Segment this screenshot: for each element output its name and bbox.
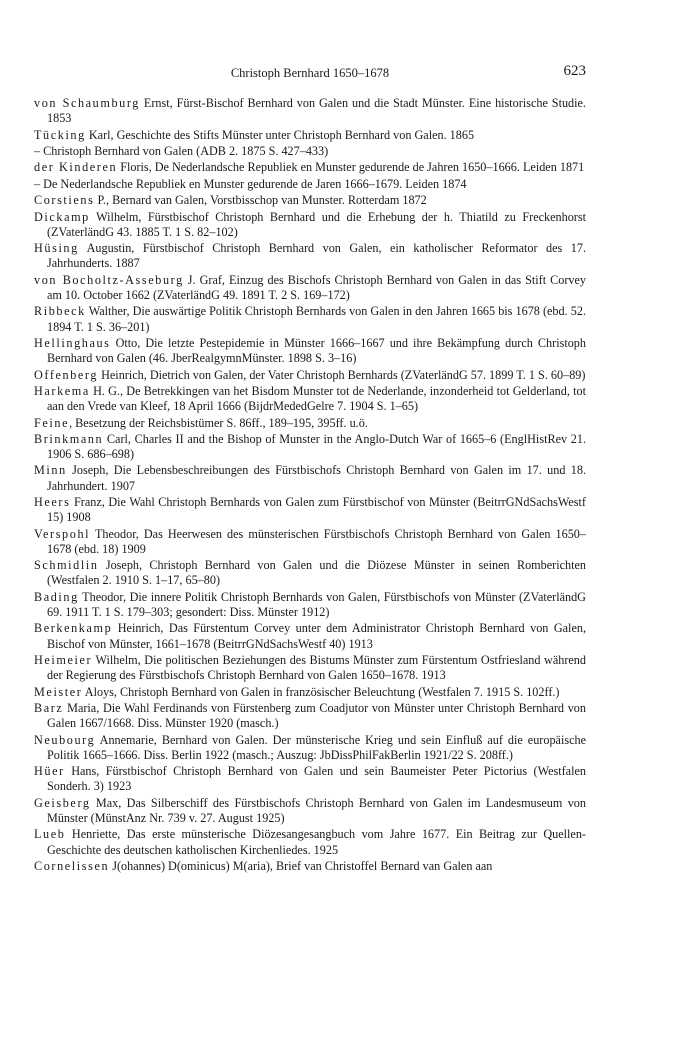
- bibliography-entry: [34, 368, 586, 383]
- page-number: 623: [563, 63, 586, 79]
- entry-author: Hellinghaus: [34, 335, 111, 350]
- bibliography-entry: [34, 621, 586, 651]
- entry-text: Hans, Fürstbischof Christoph Bernhard von Galen und sein Baumeister Peter Pictorius (Westfalen Sonderh. 3) 1923: [47, 764, 586, 794]
- entry-author: Heers: [34, 495, 71, 510]
- entry-dash: –: [34, 176, 41, 191]
- entry-author: Berkenkamp: [34, 621, 113, 636]
- entry-text: Karl, Geschichte des Stifts Münster unter Christoph Bernhard von Galen. 1865: [85, 127, 475, 142]
- entry-author: Dickamp: [34, 209, 90, 224]
- bibliography-entry: [34, 160, 586, 175]
- bibliography-entry: [34, 304, 586, 334]
- entry-text: Theodor, Die innere Politik Christoph Bernhards von Galen, Fürstbischofs von Münster (ZVaterländG 69. 1911 T. 1 S. 179–303; gesondert: Diss. Münster 1912): [47, 589, 586, 620]
- entry-text: H. G., De Betrekkingen van het Bisdom Munster tot de Nederlande, inzonderheid tot Gelderland, tot aan den Vrede van Kleef, 18 April 1666 (BijdrMededGelre 7. 1904 S. 1–65): [47, 383, 586, 414]
- entry-author: Verspohl: [34, 526, 91, 541]
- entry-text: Walther, Die auswärtige Politik Christoph Bernhards von Galen in den Jahren 1665 bis 1678 (ebd. 52. 1894 T. 1 S. 36–201): [47, 304, 586, 334]
- bibliography-entry: [34, 273, 586, 303]
- bibliography-entry: [34, 495, 586, 525]
- entry-author: Hüsing: [34, 241, 79, 256]
- entry-text: , Besetzung der Reichsbistümer S. 86ff., 189–195, 395ff. u.ö.: [69, 415, 368, 430]
- bibliography-entry: [34, 859, 586, 874]
- bibliography-entry: [34, 241, 586, 271]
- entry-author: Ribbeck: [34, 304, 86, 319]
- entry-text: Annemarie, Bernhard von Galen. Der münsterische Krieg und sein Einfluß auf die europäische Politik 1665–1666. Diss. Berlin 1922 (masch.; Auszug: JbDissPhilFakBerlin 1921/22 S. 208ff.): [47, 732, 586, 762]
- entry-text: Heinrich, Das Fürstentum Corvey unter dem Administrator Christoph Bernhard von Galen, Bischof von Münster, 1661–1678 (BeitrrGNdSachsWestf 40) 1913: [47, 621, 586, 651]
- entry-text: Floris, De Nederlandsche Republiek en Munster gedurende de Jahren 1650–1666. Leiden 1871: [117, 160, 585, 175]
- entry-text: Max, Das Silberschiff des Fürstbischofs Christoph Bernhard von Galen im Landesmuseum von Münster (MünstAnz Nr. 739 v. 27. August 1925): [47, 795, 586, 826]
- bibliography-entry: [34, 764, 586, 794]
- entry-text: Henriette, Das erste münsterische Diözesangesangbuch vom Jahre 1677. Ein Beitrag zur Quellen-Geschichte des deutschen katholischen Kirchenliedes. 1925: [47, 827, 586, 857]
- bibliography-entry: [34, 432, 586, 462]
- entry-text: Ernst, Fürst-Bischof Bernhard von Galen und die Stadt Münster. Eine historische Studie. 1853: [47, 96, 586, 126]
- entry-text: Otto, Die letzte Pestepidemie in Münster 1666–1667 und ihre Bekämpfung durch Christoph Bernhard von Galen (46. JberRealgymnMünster. 1898 S. 3–16): [47, 335, 586, 366]
- entry-author: Schmidlin: [34, 558, 99, 573]
- entry-dash: –: [34, 143, 41, 158]
- bibliography-entry: [34, 210, 586, 240]
- entry-text: Augustin, Fürstbischof Christoph Bernhard von Galen, ein katholischer Reformator des 17. Jahrhunderts. 1887: [47, 241, 586, 271]
- bibliography-entry: [34, 463, 586, 493]
- entry-text: Aloys, Christoph Bernhard von Galen in französischer Beleuchtung (Westfalen 7. 1915 S. 102ff.): [82, 684, 560, 699]
- entry-text: J(ohannes) D(ominicus) M(aria), Brief van Christoffel Bernard van Galen aan: [109, 859, 493, 873]
- entry-text: Theodor, Das Heerwesen des münsterischen Fürstbischofs Christoph Bernhard von Galen 1650–1678 (ebd. 18) 1909: [47, 526, 586, 556]
- bibliography-entry: [34, 653, 586, 683]
- bibliography-entry: [34, 144, 586, 159]
- entry-text: De Nederlandsche Republiek en Munster gedurende de Jaren 1666–1679. Leiden 1874: [40, 176, 467, 191]
- bibliography-entry: [34, 733, 586, 763]
- entry-author: Harkema: [34, 383, 90, 398]
- entry-text: Franz, Die Wahl Christoph Bernhards von Galen zum Fürstbischof von Münster (BeitrrGNdSachsWestf 15) 1908: [47, 495, 586, 525]
- entry-author: Minn: [34, 463, 67, 478]
- entry-author: Tücking: [34, 127, 86, 142]
- entry-text: Joseph, Christoph Bernhard von Galen und die Diözese Münster in seinen Romberichten (Westfalen 2. 1910 S. 1–17, 65–80): [47, 558, 586, 588]
- entry-text: Maria, Die Wahl Ferdinands von Fürstenberg zum Coadjutor von Münster unter Christoph Bernhard von Galen 1667/1668. Diss. Münster 1920 (masch.): [47, 701, 586, 731]
- entry-text: Wilhelm, Die politischen Beziehungen des Bistums Münster zum Fürstentum Ostfriesland während der Regierung des Fürstbischofs Christoph Bernhard von Galen 1650–1678. 1913: [47, 653, 586, 683]
- bibliography-entry: [34, 796, 586, 826]
- running-title: Christoph Bernhard 1650–1678: [230, 66, 390, 80]
- bibliography-list: [34, 96, 586, 875]
- bibliography-entry: [34, 685, 586, 700]
- bibliography-entry: [34, 558, 586, 588]
- bibliography-entry: [34, 701, 586, 731]
- entry-text: Wilhelm, Fürstbischof Christoph Bernhard und die Erhebung der h. Thiatild zu Freckenhorst (ZVaterländG 43. 1885 T. 1 S. 82–102): [47, 209, 586, 239]
- running-head: [34, 64, 586, 84]
- entry-author: Lueb: [34, 827, 66, 842]
- entry-text: Heinrich, Dietrich von Galen, der Vater Christoph Bernhards (ZVaterländG 57. 1899 T. 1 S. 60–89): [98, 367, 586, 382]
- entry-text: Joseph, Die Lebensbeschreibungen des Fürstbischofs Christoph Bernhard von Galen im 17. und 18. Jahrhundert. 1907: [47, 463, 586, 493]
- entry-author: der Kinderen: [34, 160, 118, 175]
- bibliography-entry: [34, 193, 586, 208]
- entry-author: Cornelissen: [34, 859, 110, 873]
- entry-author: Offenberg: [34, 367, 99, 382]
- entry-text: Carl, Charles II and the Bishop of Munster in the Anglo-Dutch War of 1665–6 (EnglHistRev 21. 1906 S. 686–698): [47, 431, 586, 462]
- entry-text: Christoph Bernhard von Galen (ADB 2. 1875 S. 427–433): [40, 143, 329, 158]
- bibliography-entry: [34, 827, 586, 857]
- bibliography-entry: [34, 336, 586, 366]
- entry-author: Geisberg: [34, 795, 91, 810]
- entry-author: Bading: [34, 589, 79, 604]
- bibliography-entry: [34, 527, 586, 557]
- entry-author: Barz: [34, 701, 64, 716]
- bibliography-entry: [34, 416, 586, 431]
- entry-author: Brinkmann: [34, 431, 104, 446]
- entry-author: Meister: [34, 684, 83, 699]
- entry-text: J. Graf, Einzug des Bischofs Christoph Bernhard von Galen in das Stift Corvey am 10. October 1662 (ZVaterländG 49. 1891 T. 2 S. 169–172): [47, 272, 586, 302]
- entry-author: Hüer: [34, 764, 65, 779]
- bibliography-entry: [34, 177, 586, 192]
- entry-author: Corstiens: [34, 193, 95, 208]
- entry-author: Neubourg: [34, 732, 96, 747]
- entry-author: von Bocholtz-Asseburg: [34, 272, 184, 287]
- bibliography-entry: [34, 384, 586, 414]
- bibliography-entry: [34, 96, 586, 126]
- entry-author: von Schaumburg: [34, 96, 140, 110]
- entry-text: P., Bernard van Galen, Vorstbisschop van Munster. Rotterdam 1872: [94, 193, 427, 208]
- entry-author: Feine: [34, 415, 70, 430]
- entry-author: Heimeier: [34, 653, 93, 668]
- bibliography-entry: [34, 128, 586, 143]
- bibliography-entry: [34, 590, 586, 620]
